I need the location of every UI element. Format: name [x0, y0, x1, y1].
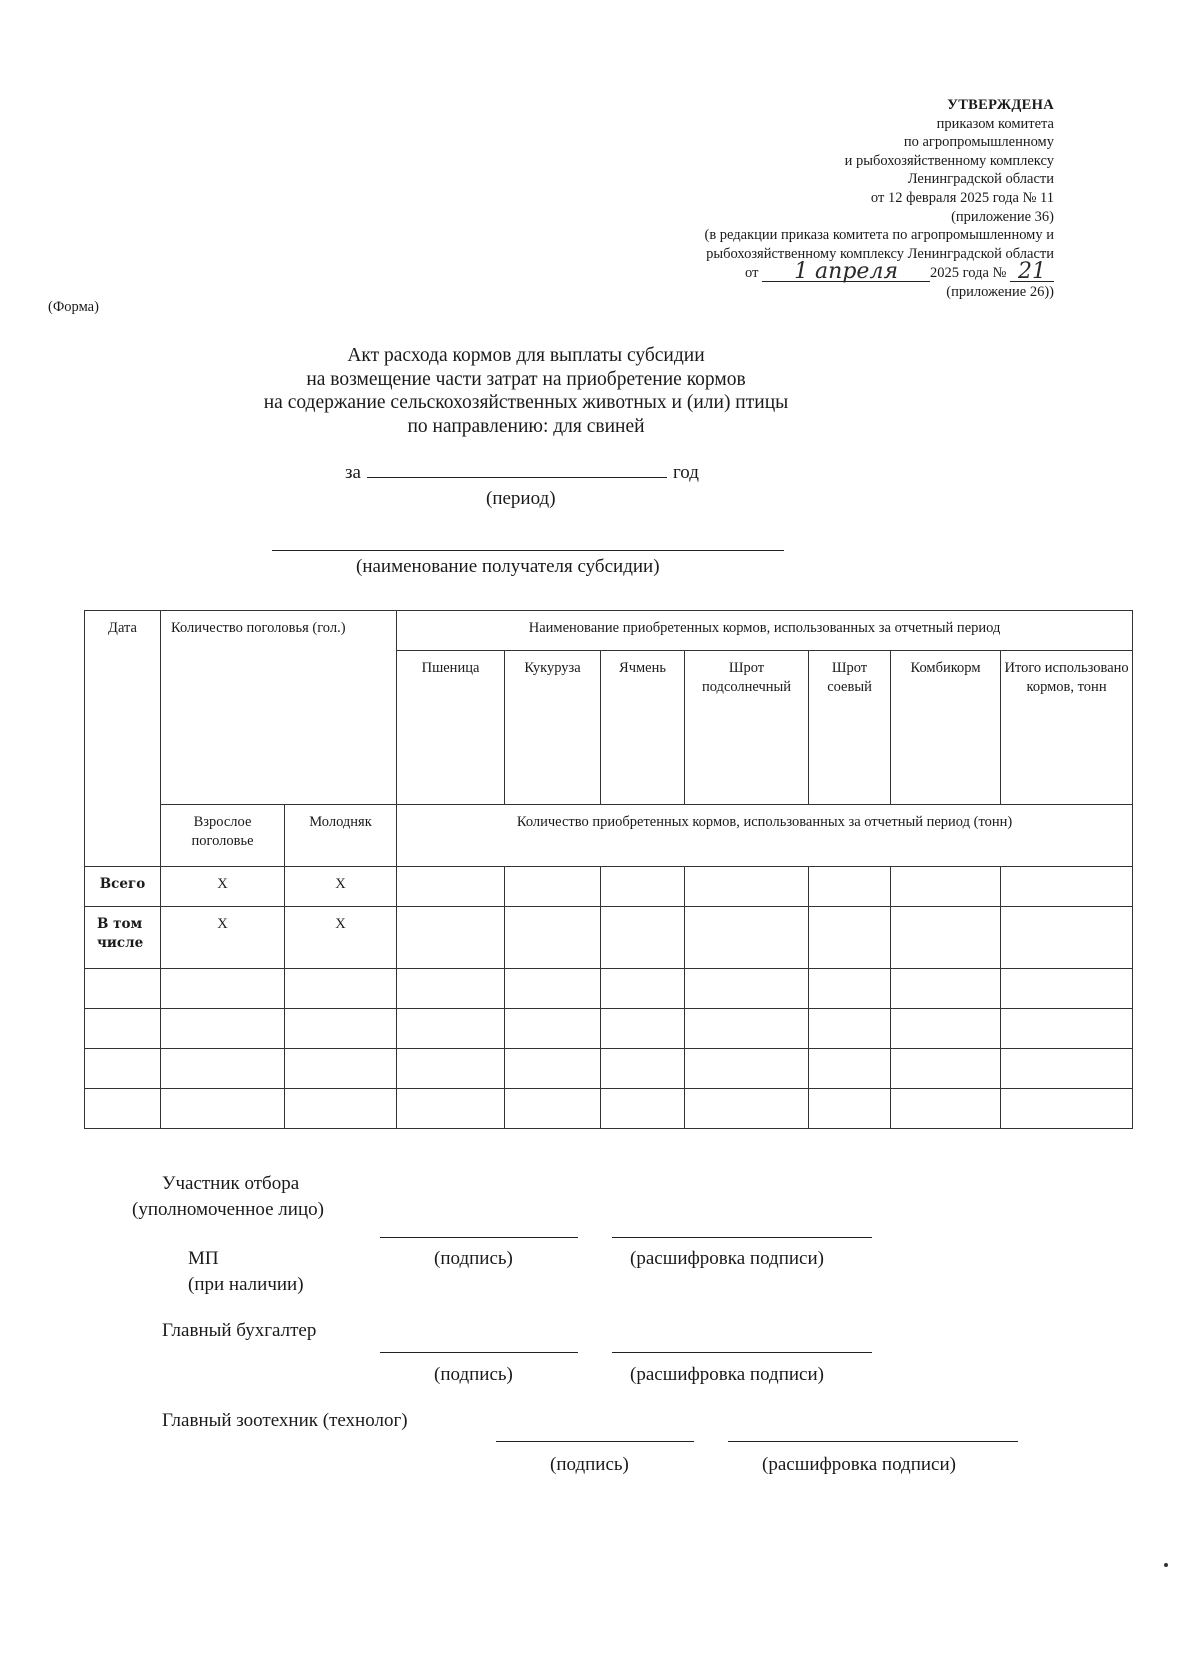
- table-cell[interactable]: [161, 1089, 285, 1129]
- table-cell[interactable]: [85, 1049, 161, 1089]
- table-cell[interactable]: [601, 1009, 685, 1049]
- subheader-young: Молодняк: [285, 805, 397, 867]
- table-cell[interactable]: [685, 1049, 809, 1089]
- approval-date-line: [494, 259, 1054, 285]
- signature-caption: (подпись): [434, 1248, 513, 1269]
- feed-name-cell: Шрот соевый: [809, 651, 891, 805]
- document-title: [160, 344, 892, 438]
- approval-line: от 12 февраля 2025 года № 11: [870, 189, 1054, 206]
- table-row-incl: [85, 907, 1133, 969]
- recipient-blank[interactable]: [272, 550, 784, 551]
- table-cell[interactable]: [891, 969, 1001, 1009]
- subheader-quantity: Количество приобретенных кормов, использованных за отчетный период (тонн): [397, 805, 1133, 867]
- table-cell[interactable]: [1001, 867, 1133, 907]
- approval-line: (в редакции приказа комитета по агропромышленному и: [704, 227, 1054, 244]
- table-cell[interactable]: [505, 1089, 601, 1129]
- table-cell[interactable]: [285, 1089, 397, 1129]
- feed-table: [84, 610, 1133, 1129]
- row-total-label: Всего: [85, 867, 161, 907]
- table-cell[interactable]: [397, 1049, 505, 1089]
- approval-heading: УТВЕРЖДЕНА: [947, 97, 1054, 113]
- table-cell[interactable]: [505, 907, 601, 969]
- table-cell[interactable]: [85, 969, 161, 1009]
- table-cell[interactable]: [809, 867, 891, 907]
- header-livestock: Количество поголовья (гол.): [161, 611, 397, 805]
- table-cell[interactable]: [601, 1089, 685, 1129]
- table-cell[interactable]: [601, 907, 685, 969]
- period-suffix: год: [672, 462, 699, 483]
- approval-date-suffix: 2025 года №: [930, 265, 1007, 282]
- approval-date-blank: [762, 259, 930, 285]
- table-cell[interactable]: [1001, 1009, 1133, 1049]
- table-cell[interactable]: [891, 867, 1001, 907]
- table-cell[interactable]: [685, 867, 809, 907]
- feed-name-cell: Кукуруза: [505, 651, 601, 805]
- feed-name-cell: Ячмень: [601, 651, 685, 805]
- table-cell[interactable]: [505, 1049, 601, 1089]
- handwritten-number: 21: [1018, 259, 1046, 285]
- participant-signature-line[interactable]: [380, 1237, 578, 1238]
- table-row-empty: [85, 1089, 1133, 1129]
- table-cell[interactable]: [601, 969, 685, 1009]
- title-line: на возмещение части затрат на приобретение кормов: [306, 368, 746, 390]
- table-cell[interactable]: [685, 1009, 809, 1049]
- approval-line: приказом комитета: [936, 115, 1054, 132]
- table-cell[interactable]: [685, 969, 809, 1009]
- title-line: по направлению: для свиней: [407, 415, 645, 437]
- zootech-decode-line[interactable]: [728, 1441, 1018, 1442]
- subheader-adult: Взрослое поголовье: [161, 805, 285, 867]
- table-cell[interactable]: [397, 907, 505, 969]
- stamp-label: МП: [188, 1248, 219, 1269]
- stamp-sub-label: (при наличии): [188, 1274, 304, 1295]
- table-cell[interactable]: [891, 1049, 1001, 1089]
- table-cell[interactable]: [601, 867, 685, 907]
- table-row-total: [85, 867, 1133, 907]
- table-cell[interactable]: [505, 969, 601, 1009]
- signature-caption: (подпись): [434, 1364, 513, 1385]
- period-label: (период): [486, 488, 556, 509]
- table-cell[interactable]: [285, 1049, 397, 1089]
- table-cell[interactable]: [1001, 969, 1133, 1009]
- signature-caption: (подпись): [550, 1454, 629, 1475]
- table-cell[interactable]: [285, 969, 397, 1009]
- row-incl-young: Х: [285, 907, 397, 969]
- row-total-adult: Х: [161, 867, 285, 907]
- row-incl-adult: Х: [161, 907, 285, 969]
- table-cell[interactable]: [397, 969, 505, 1009]
- table-cell[interactable]: [809, 1009, 891, 1049]
- approval-line: Ленинградской области: [907, 171, 1054, 188]
- table-cell[interactable]: [161, 1049, 285, 1089]
- period-prefix: за: [345, 462, 361, 483]
- table-cell[interactable]: [891, 1089, 1001, 1129]
- decode-caption: (расшифровка подписи): [762, 1454, 956, 1475]
- participant-label: Участник отбора: [162, 1173, 300, 1194]
- zootech-signature-line[interactable]: [496, 1441, 694, 1442]
- handwritten-date: 1 апреля: [794, 259, 899, 285]
- feed-name-cell: Пшеница: [397, 651, 505, 805]
- table-cell[interactable]: [601, 1049, 685, 1089]
- scan-speck: [1164, 1563, 1168, 1567]
- table-cell[interactable]: [161, 969, 285, 1009]
- participant-sub-label: (уполномоченное лицо): [132, 1199, 324, 1220]
- approval-number-blank: [1010, 259, 1054, 285]
- approval-line: (приложение 36): [951, 208, 1054, 225]
- table-header-row: [85, 611, 1133, 651]
- header-feeds: Наименование приобретенных кормов, использованных за отчетный период: [397, 611, 1133, 651]
- table-cell[interactable]: [285, 1009, 397, 1049]
- table-cell[interactable]: [505, 867, 601, 907]
- title-line: на содержание сельскохозяйственных животных и (или) птицы: [263, 392, 789, 413]
- table-cell[interactable]: [1001, 907, 1133, 969]
- table-cell[interactable]: [809, 1089, 891, 1129]
- table-cell[interactable]: [161, 1009, 285, 1049]
- table-cell[interactable]: [397, 1089, 505, 1129]
- period-blank[interactable]: [367, 463, 667, 478]
- period-line: [345, 462, 699, 484]
- accountant-signature-line[interactable]: [380, 1352, 578, 1353]
- decode-caption: (расшифровка подписи): [630, 1364, 824, 1385]
- zootech-label: Главный зоотехник (технолог): [162, 1410, 408, 1431]
- approval-appendix-close: (приложение 26)): [946, 283, 1054, 300]
- table-cell[interactable]: [685, 907, 809, 969]
- table-cell[interactable]: [809, 969, 891, 1009]
- feed-name-cell: Шрот подсолнечный: [685, 651, 809, 805]
- approval-block: [494, 96, 1054, 302]
- approval-line: рыбохозяйственному комплексу Ленинградской области: [706, 245, 1054, 262]
- table-cell[interactable]: [809, 1049, 891, 1089]
- approval-date-prefix: от: [745, 265, 759, 282]
- table-cell[interactable]: [85, 1009, 161, 1049]
- accountant-label: Главный бухгалтер: [162, 1320, 317, 1341]
- table-cell[interactable]: [505, 1009, 601, 1049]
- form-label: (Форма): [48, 299, 99, 315]
- approval-line: по агропромышленному: [903, 134, 1054, 151]
- table-row-empty: [85, 969, 1133, 1009]
- table-cell[interactable]: [1001, 1049, 1133, 1089]
- feed-name-cell: Комбикорм: [891, 651, 1001, 805]
- recipient-label: (наименование получателя субсидии): [356, 556, 660, 577]
- table-cell[interactable]: [397, 867, 505, 907]
- table-cell[interactable]: [1001, 1089, 1133, 1129]
- table-row-empty: [85, 1009, 1133, 1049]
- feed-name-cell: Итого использовано кормов, тонн: [1001, 651, 1133, 805]
- table-row-empty: [85, 1049, 1133, 1089]
- header-date: Дата: [85, 611, 161, 867]
- title-line: Акт расхода кормов для выплаты субсидии: [347, 345, 705, 366]
- table-cell[interactable]: [809, 907, 891, 969]
- decode-caption: (расшифровка подписи): [630, 1248, 824, 1269]
- table-cell[interactable]: [891, 907, 1001, 969]
- table-cell[interactable]: [685, 1089, 809, 1129]
- approval-line: и рыбохозяйственному комплексу: [844, 152, 1054, 169]
- row-total-young: Х: [285, 867, 397, 907]
- table-cell[interactable]: [397, 1009, 505, 1049]
- table-cell[interactable]: [85, 1089, 161, 1129]
- participant-decode-line[interactable]: [612, 1237, 872, 1238]
- table-subheader-row: [85, 805, 1133, 867]
- table-cell[interactable]: [891, 1009, 1001, 1049]
- row-incl-label: В том числе: [85, 907, 161, 969]
- accountant-decode-line[interactable]: [612, 1352, 872, 1353]
